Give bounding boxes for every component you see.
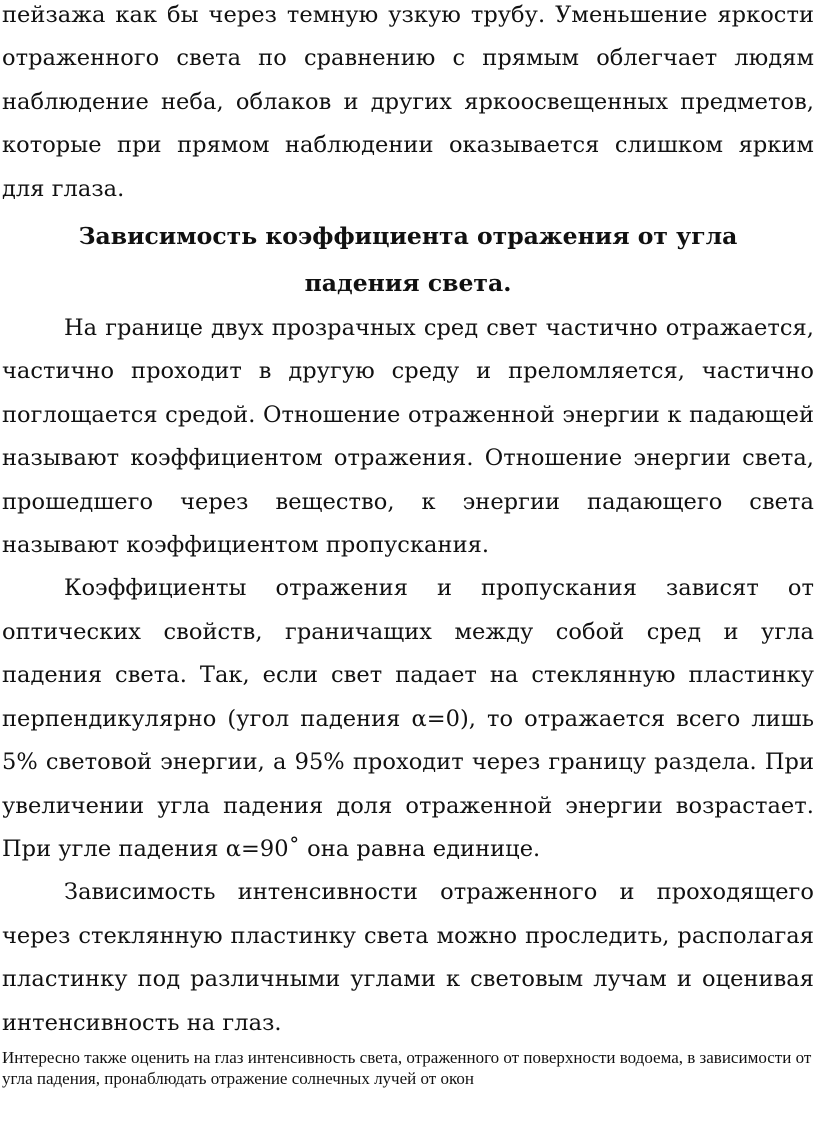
paragraph-3: Зависимость интенсивности отраженного и проходящего через стеклянную пластинку света можно проследить, располагая пластинку под различными углами к световым лучам и оценивая интенсивность на глаз.: [2, 879, 814, 1036]
paragraph-1: На границе двух прозрачных сред свет частично отражается, частично проходит в другую среду и преломляется, частично поглощается средой. Отношение отраженной энергии к падающей называют коэффициентом отражения. Отношение энергии света, прошедшего через вещество, к энергии падающего света называют коэффициентом пропускания.: [2, 315, 814, 559]
section-heading: Зависимость коэффициента отражения от угла падения света.: [78, 222, 738, 298]
paragraph-continuation: пейзажа как бы через темную узкую трубу. Уменьшение яркости отраженного света по сравнению с прямым облегчает людям наблюдение неба, облаков и других яркоосвещенных предметов, которые при прямом наблюдении оказывается слишком ярким для глаза.: [2, 2, 814, 202]
footnote-text: Интересно также оценить на глаз интенсивность света, отраженного от поверхности водоема, в зависимости от угла падения, пронаблюдать отражение солнечных лучей от окон: [2, 1047, 812, 1088]
paragraph-2: Коэффициенты отражения и пропускания зависят от оптических свойств, граничащих между собой сред и угла падения света. Так, если свет падает на стеклянную пластинку перпендикулярно (угол падения α=0), то отражается всего лишь 5% световой энергии, а 95% проходит через границу раздела. При увеличении угла падения доля отраженной энергии возрастает. При угле падения α=90˚ она равна единице.: [2, 575, 814, 862]
